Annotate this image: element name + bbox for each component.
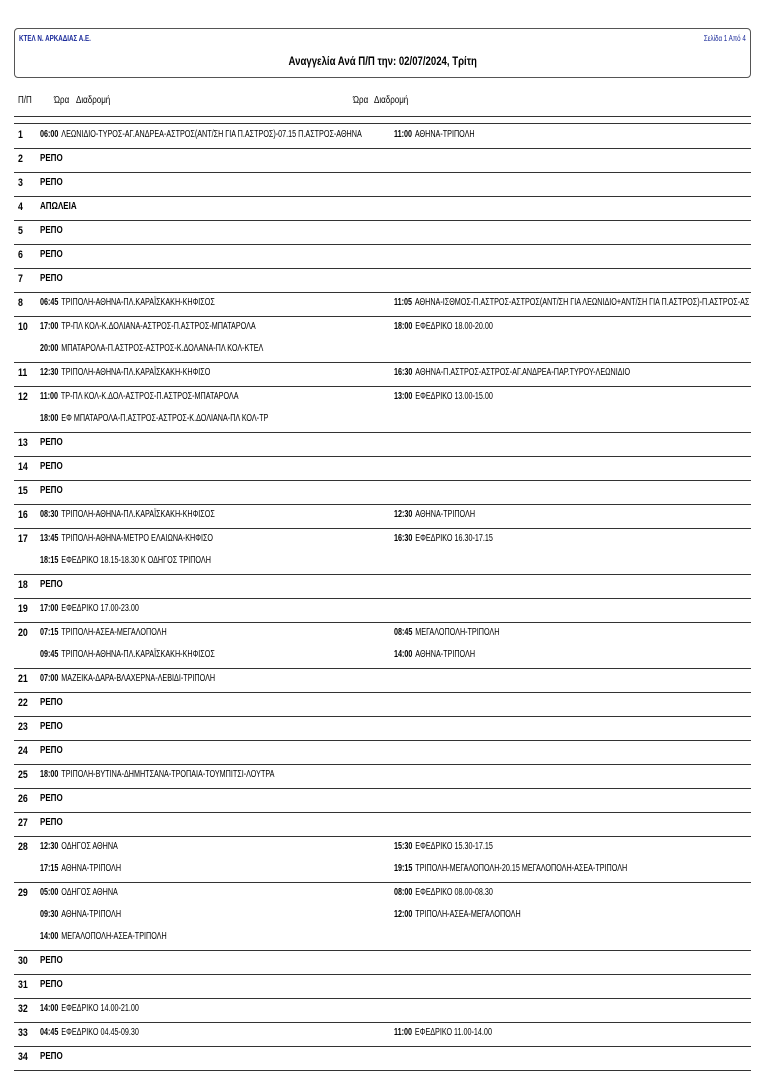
table-row (14, 433, 751, 457)
table-row (14, 245, 751, 269)
trip-route: ΤΡΙΠΟΛΗ-ΑΘΗΝΑ-ΠΛ.ΚΑΡΑΪΣΚΑΚΗ-ΚΗΦΙΣΟΣ (61, 509, 215, 520)
row-number: 13 (18, 437, 28, 449)
row-number: 33 (18, 1027, 28, 1039)
table-row (14, 197, 751, 221)
trip-route: ΤΡΙΠΟΛΗ-ΑΣΕΑ-ΜΕΓΑΛΟΠΟΛΗ (415, 909, 521, 920)
row-status: ΡΕΠΟ (40, 745, 63, 756)
trip-time: 06:00 (40, 129, 59, 140)
table-row (14, 221, 751, 245)
table-row (14, 741, 751, 765)
table-row (14, 765, 751, 789)
trip-time: 12:00 (394, 909, 413, 920)
trip-entry-first (40, 1027, 139, 1038)
table-row (14, 999, 751, 1023)
trip-entry-first (40, 343, 263, 354)
table-row (14, 693, 751, 717)
row-status: ΡΕΠΟ (40, 485, 63, 496)
trip-route: ΑΘΗΝΑ-ΤΡΙΠΟΛΗ (414, 129, 475, 140)
trip-route: ΕΦΕΔΡΙΚΟ 13.00-15.00 (415, 391, 493, 402)
row-number: 26 (18, 793, 28, 805)
trip-time: 08:00 (394, 887, 413, 898)
table-row (14, 387, 751, 433)
trip-time: 09:30 (40, 909, 59, 920)
trip-entry-second (394, 909, 521, 920)
row-number: 27 (18, 817, 28, 829)
column-header-pp: Π/Π (18, 95, 32, 106)
trip-time: 13:45 (40, 533, 59, 544)
row-number: 15 (18, 485, 28, 497)
trip-time: 09:45 (40, 649, 59, 660)
row-number: 17 (18, 533, 28, 545)
trip-route: ΟΔΗΓΟΣ ΑΘΗΝΑ (61, 887, 118, 898)
trip-route: ΜΕΓΑΛΟΠΟΛΗ-ΤΡΙΠΟΛΗ (415, 627, 500, 638)
row-status: ΡΕΠΟ (40, 697, 63, 708)
trip-time: 17:00 (40, 321, 59, 332)
row-status: ΡΕΠΟ (40, 249, 63, 260)
trip-route: ΕΦΕΔΡΙΚΟ 04.45-09.30 (61, 1027, 139, 1038)
row-number: 14 (18, 461, 28, 473)
trip-entry-first (40, 887, 118, 898)
table-row (14, 975, 751, 999)
trip-entry-first (40, 555, 211, 566)
trip-route: ΤΡΙΠΟΛΗ-ΜΕΓΑΛΟΠΟΛΗ-20.15 ΜΕΓΑΛΟΠΟΛΗ-ΑΣΕΑ-ΤΡΙΠΟΛΗ (415, 863, 628, 874)
trip-time: 11:05 (394, 297, 413, 308)
trip-time: 14:00 (40, 931, 59, 942)
trip-route: ΕΦΕΔΡΙΚΟ 15.30-17.15 (415, 841, 493, 852)
trip-entry-second (394, 321, 493, 332)
trip-route: ΟΔΗΓΟΣ ΑΘΗΝΑ (61, 841, 118, 852)
table-row (14, 599, 751, 623)
row-number: 29 (18, 887, 28, 899)
trip-route: ΤΡΙΠΟΛΗ-ΑΘΗΝΑ-ΠΛ.ΚΑΡΑΪΣΚΑΚΗ-ΚΗΦΙΣΟ (61, 367, 211, 378)
trip-time: 13:00 (394, 391, 413, 402)
row-number: 21 (18, 673, 28, 685)
trip-time: 16:30 (394, 533, 413, 544)
row-number: 2 (18, 153, 23, 165)
trip-time: 17:00 (40, 603, 59, 614)
column-header-time-2: Ώρα (353, 95, 369, 106)
column-header-time-1: Ώρα (54, 95, 70, 106)
row-status: ΡΕΠΟ (40, 955, 63, 966)
row-number: 19 (18, 603, 28, 615)
trip-time: 11:00 (394, 1027, 413, 1038)
trip-time: 08:45 (394, 627, 413, 638)
table-row (14, 883, 751, 951)
trip-time: 08:30 (40, 509, 59, 520)
trip-route: ΤΡΙΠΟΛΗ-ΒΥΤΙΝΑ-ΔΗΜΗΤΣΑΝΑ-ΤΡΟΠΑΙΑ-ΤΟΥΜΠΙΤΣΙ-ΛΟΥΤΡΑ (61, 769, 275, 780)
column-header-route-1: Διαδρομή (76, 95, 111, 106)
trip-route: ΑΘΗΝΑ-ΙΣΘΜΟΣ-Π.ΑΣΤΡΟΣ-ΑΣΤΡΟΣ(ΑΝΤ/ΣΗ ΓΙΑ ΛΕΩΝΙΔΙΟ+ΑΝΤ/ΣΗ ΓΙΑ Π.ΑΣΤΡΟΣ)-Π.ΑΣΤΡΟΣ-ΑΣ (414, 297, 750, 308)
row-number: 18 (18, 579, 28, 591)
trip-entry-second (394, 297, 749, 308)
trip-entry-first (40, 841, 118, 852)
trip-route: ΤΡΙΠΟΛΗ-ΑΘΗΝΑ-ΜΕΤΡΟ ΕΛΑΙΩΝΑ-ΚΗΦΙΣΟ (61, 533, 214, 544)
trip-route: ΤΡΙΠΟΛΗ-ΑΘΗΝΑ-ΠΛ.ΚΑΡΑΪΣΚΑΚΗ-ΚΗΦΙΣΟΣ (61, 297, 215, 308)
trip-time: 16:30 (394, 367, 413, 378)
trip-route: ΛΕΩΝΙΔΙΟ-ΤΥΡΟΣ-ΑΓ.ΑΝΔΡΕΑ-ΑΣΤΡΟΣ(ΑΝΤ/ΣΗ ΓΙΑ Π.ΑΣΤΡΟΣ)-07.15 Π.ΑΣΤΡΟΣ-ΑΘΗΝΑ (61, 129, 362, 140)
table-row (14, 717, 751, 741)
trip-time: 11:00 (394, 129, 413, 140)
trip-time: 14:00 (40, 1003, 59, 1014)
trip-route: ΑΘΗΝΑ-ΤΡΙΠΟΛΗ (61, 909, 122, 920)
trip-route: ΜΑΖΕΙΚΑ-ΔΑΡΑ-ΒΛΑΧΕΡΝΑ-ΛΕΒΙΔΙ-ΤΡΙΠΟΛΗ (61, 673, 216, 684)
row-number: 28 (18, 841, 28, 853)
table-row (14, 669, 751, 693)
trip-route: ΕΦΕΔΡΙΚΟ 11.00-14.00 (414, 1027, 492, 1038)
trip-time: 15:30 (394, 841, 413, 852)
trip-time: 14:00 (394, 649, 413, 660)
trip-route: ΕΦΕΔΡΙΚΟ 16.30-17.15 (415, 533, 493, 544)
table-row (14, 149, 751, 173)
trip-entry-second (394, 627, 499, 638)
row-number: 8 (18, 297, 23, 309)
table-row (14, 813, 751, 837)
trip-entry-second (394, 533, 493, 544)
table-row (14, 789, 751, 813)
trip-route: ΕΦ ΜΠΑΤΑΡΟΛΑ-Π.ΑΣΤΡΟΣ-ΑΣΤΡΟΣ-Κ.ΔΟΛΙΑΝΑ-ΠΛ ΚΟΛ-ΤΡ (61, 413, 269, 424)
trip-entry-first (40, 673, 215, 684)
row-number: 23 (18, 721, 28, 733)
company-name: ΚΤΕΛ Ν. ΑΡΚΑΔΙΑΣ Α.Ε. (19, 34, 91, 43)
trip-entry-first (40, 863, 121, 874)
trip-entry-second (394, 1027, 492, 1038)
trip-time: 12:30 (40, 367, 59, 378)
trip-time: 20:00 (40, 343, 59, 354)
row-number: 4 (18, 201, 23, 213)
trip-route: ΤΡΙΠΟΛΗ-ΑΘΗΝΑ-ΠΛ.ΚΑΡΑΪΣΚΑΚΗ-ΚΗΦΙΣΟΣ (61, 649, 215, 660)
page-number: Σελίδα 1 Από 4 (704, 34, 746, 43)
trip-route: ΑΘΗΝΑ-ΤΡΙΠΟΛΗ (61, 863, 122, 874)
trip-route: ΜΕΓΑΛΟΠΟΛΗ-ΑΣΕΑ-ΤΡΙΠΟΛΗ (61, 931, 167, 942)
row-number: 22 (18, 697, 28, 709)
table-row (14, 575, 751, 599)
trip-entry-second (394, 367, 630, 378)
row-status: ΡΕΠΟ (40, 437, 63, 448)
trip-route: ΕΦΕΔΡΙΚΟ 14.00-21.00 (61, 1003, 139, 1014)
trip-route: ΑΘΗΝΑ-ΤΡΙΠΟΛΗ (415, 649, 476, 660)
trip-route: ΕΦΕΔΡΙΚΟ 08.00-08.30 (415, 887, 493, 898)
trip-time: 07:15 (40, 627, 59, 638)
trip-time: 11:00 (40, 391, 59, 402)
trip-entry-first (40, 769, 274, 780)
trip-time: 18:00 (40, 769, 59, 780)
trip-time: 17:15 (40, 863, 59, 874)
column-header-route-2: Διαδρομή (374, 95, 409, 106)
trip-route: ΤΡ-ΠΛ ΚΟΛ-Κ.ΔΟΛ-ΑΣΤΡΟΣ-Π.ΑΣΤΡΟΣ-ΜΠΑΤΑΡΟΛΑ (60, 391, 239, 402)
row-status: ΡΕΠΟ (40, 225, 63, 236)
row-number: 31 (18, 979, 28, 991)
table-row (14, 529, 751, 575)
table-row (14, 269, 751, 293)
trip-time: 06:45 (40, 297, 59, 308)
trip-entry-first (40, 129, 362, 140)
report-title-text: Αναγγελία Ανά Π/Π την: 02/07/2024, Τρίτη (288, 54, 477, 68)
table-row (14, 173, 751, 197)
trip-entry-first (40, 413, 268, 424)
trip-entry-second (394, 391, 493, 402)
trip-entry-second (394, 863, 627, 874)
trip-entry-first (40, 909, 121, 920)
trip-route: ΜΠΑΤΑΡΟΛΑ-Π.ΑΣΤΡΟΣ-ΑΣΤΡΟΣ-Κ.ΔΟΛΑΝΑ-ΠΛ ΚΟΛ-ΚΤΕΛ (61, 343, 264, 354)
row-status: ΡΕΠΟ (40, 273, 63, 284)
trip-entry-first (40, 321, 256, 332)
trip-entry-second (394, 887, 493, 898)
row-number: 1 (18, 129, 23, 141)
trip-entry-second (394, 509, 475, 520)
row-number: 7 (18, 273, 23, 285)
trip-route: ΑΘΗΝΑ-Π.ΑΣΤΡΟΣ-ΑΣΤΡΟΣ-ΑΓ.ΑΝΔΡΕΑ-ΠΑΡ.ΤΥΡΟΥ-ΛΕΩΝΙΔΙΟ (415, 367, 631, 378)
row-number: 10 (18, 321, 28, 333)
row-status: ΑΠΩΛΕΙΑ (40, 201, 77, 212)
trip-entry-first (40, 931, 167, 942)
row-number: 24 (18, 745, 28, 757)
row-status: ΡΕΠΟ (40, 461, 63, 472)
table-row (14, 481, 751, 505)
trip-route: ΑΘΗΝΑ-ΤΡΙΠΟΛΗ (415, 509, 476, 520)
trip-route: ΕΦΕΔΡΙΚΟ 18.00-20.00 (415, 321, 493, 332)
trip-entry-first (40, 1003, 139, 1014)
row-status: ΡΕΠΟ (40, 817, 63, 828)
row-status: ΡΕΠΟ (40, 177, 63, 188)
row-number: 25 (18, 769, 28, 781)
trip-route: ΤΡ-ΠΛ ΚΟΛ-Κ.ΔΟΛΙΑΝΑ-ΑΣΤΡΟΣ-Π.ΑΣΤΡΟΣ-ΜΠΑΤΑΡΟΛΑ (61, 321, 256, 332)
trip-time: 05:00 (40, 887, 59, 898)
trip-time: 18:00 (40, 413, 59, 424)
trip-entry-first (40, 367, 210, 378)
row-number: 11 (18, 367, 28, 379)
table-row (14, 1047, 751, 1071)
table-row (14, 1023, 751, 1047)
row-status: ΡΕΠΟ (40, 1051, 63, 1062)
table-row (14, 951, 751, 975)
row-status: ΡΕΠΟ (40, 979, 63, 990)
row-number: 20 (18, 627, 28, 639)
row-number: 12 (18, 391, 28, 403)
trip-time: 12:30 (40, 841, 59, 852)
table-row (14, 837, 751, 883)
trip-time: 18:00 (394, 321, 413, 332)
trip-entry-first (40, 603, 139, 614)
trip-entry-first (40, 627, 167, 638)
trip-entry-second (394, 129, 475, 140)
trip-time: 12:30 (394, 509, 413, 520)
trip-entry-first (40, 509, 215, 520)
row-number: 16 (18, 509, 28, 521)
row-number: 32 (18, 1003, 28, 1015)
table-row (14, 623, 751, 669)
row-status: ΡΕΠΟ (40, 579, 63, 590)
row-status: ΡΕΠΟ (40, 153, 63, 164)
table-row (14, 317, 751, 363)
trip-time: 07:00 (40, 673, 59, 684)
row-number: 5 (18, 225, 23, 237)
table-row (14, 293, 751, 317)
trip-entry-second (394, 649, 475, 660)
trip-entry-first (40, 391, 239, 402)
trip-entry-first (40, 649, 215, 660)
trip-time: 04:45 (40, 1027, 59, 1038)
row-status: ΡΕΠΟ (40, 793, 63, 804)
trip-time: 19:15 (394, 863, 413, 874)
table-row (14, 363, 751, 387)
trip-route: ΕΦΕΔΡΙΚΟ 17.00-23.00 (61, 603, 139, 614)
trip-entry-first (40, 297, 215, 308)
row-number: 34 (18, 1051, 28, 1063)
trip-time: 18:15 (40, 555, 59, 566)
row-number: 3 (18, 177, 23, 189)
row-number: 6 (18, 249, 23, 261)
trip-entry-first (40, 533, 213, 544)
row-status: ΡΕΠΟ (40, 721, 63, 732)
trip-route: ΤΡΙΠΟΛΗ-ΑΣΕΑ-ΜΕΓΑΛΟΠΟΛΗ (61, 627, 167, 638)
trip-route: ΕΦΕΔΡΙΚΟ 18.15-18.30 Κ ΟΔΗΓΟΣ ΤΡΙΠΟΛΗ (61, 555, 211, 566)
trip-entry-second (394, 841, 493, 852)
table-row (14, 125, 751, 149)
table-row (14, 457, 751, 481)
table-row (14, 505, 751, 529)
row-number: 30 (18, 955, 28, 967)
